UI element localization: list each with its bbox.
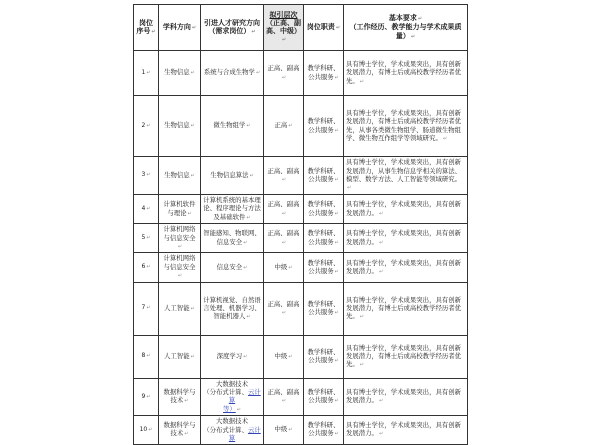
cell-no [134,96,159,157]
cell-direction [201,335,264,378]
para-mark-icon: ↵ [334,127,339,134]
table-row [134,96,468,157]
row-direction: 计算机系统的基本理论、程序理论与方法及基础软件 [203,196,261,221]
row-discipline: 生物信息 [164,170,190,179]
para-mark-icon: ↵ [190,123,195,130]
para-mark-icon: ↵ [190,305,195,312]
para-mark-icon: ↵ [378,431,384,438]
table-row [134,195,468,224]
cell-duty [304,378,344,416]
row-discipline: 计算机网络与信息安全 [163,225,196,242]
para-mark-icon: ↵ [148,426,153,433]
para-mark-icon: ↵ [334,310,339,317]
table-row [134,282,468,335]
cell-requirements [344,416,468,444]
table-row [134,253,468,282]
para-mark-icon: ↵ [288,427,293,434]
para-mark-icon: ↵ [334,239,339,246]
cell-no [134,282,159,335]
para-mark-icon: ↵ [281,74,287,81]
row-direction: 信息安全 [216,262,243,271]
para-mark-icon: ↵ [146,353,151,360]
para-mark-icon: ↵ [359,314,364,321]
header-discipline [159,5,201,51]
row-no: 7 [141,304,146,312]
header-duty [304,5,344,51]
cell-requirements [344,51,468,96]
row-level: 中级 [274,351,288,360]
para-mark-icon: ↵ [378,398,384,405]
row-req: 具有博士学位，学术成果突出，具有创新发展潜力。 [346,420,462,438]
row-duty: 教学科研、公共服务 [307,388,340,405]
cell-requirements [344,378,468,416]
cell-discipline [159,253,201,282]
cell-no [134,195,159,224]
cell-no [134,416,159,444]
para-mark-icon: ↵ [378,269,384,276]
row-duty: 教学科研、公共服务 [307,229,340,246]
para-mark-icon: ↵ [288,264,293,271]
cell-level [264,378,304,416]
para-mark-icon: ↵ [184,398,189,405]
cell-duty [304,282,344,335]
row-direction: 深度学习 [216,351,243,360]
table-row [134,51,468,96]
row-duty: 教学科研、公共服务 [307,117,340,134]
table-row [134,378,468,416]
cell-direction [201,195,264,224]
row-req: 具有博士学位，学术成果突出，具有创新发展潜力，有博士后或高校教学经历者优先，从事各类微生物组学、肠道微生物组学、微生物互作组学等领域研究。 [346,108,462,142]
cell-no [134,378,159,416]
row-no: 8 [141,352,146,360]
para-mark-icon: ↵ [243,264,248,271]
para-mark-icon: ↵ [243,239,248,246]
para-mark-icon: ↵ [334,74,339,81]
row-no: 1 [141,68,146,76]
cell-direction [201,51,264,96]
row-direction: 系统与合成生物学 [203,68,255,77]
para-mark-icon: ↵ [359,362,364,369]
para-mark-icon: ↵ [417,16,423,23]
header-duty-text: 岗位职责 [306,22,335,31]
table-row [134,335,468,378]
row-direction-sub: （分布式计算、 [203,425,248,434]
cell-requirements [344,157,468,195]
row-discipline: 数据科学与技术 [163,388,196,405]
cell-duty [304,195,344,224]
para-mark-icon: ↵ [146,69,151,76]
row-req: 具有博士学位，学术成果突出，具有创新发展潜力。 [346,388,462,405]
cell-duty [304,253,344,282]
row-direction-tail[interactable]: 等） [223,404,236,413]
cell-discipline [159,378,201,416]
para-mark-icon: ↵ [281,239,287,246]
cell-no [134,253,159,282]
table-row [134,416,468,444]
para-mark-icon: ↵ [255,70,261,77]
cell-level [264,416,304,444]
cell-discipline [159,224,201,253]
cell-direction [201,96,264,157]
para-mark-icon: ↵ [146,305,151,312]
row-req: 具有博士学位，学术成果突出，具有创新发展潜力。 [346,200,462,217]
para-mark-icon: ↵ [177,273,183,280]
row-no: 4 [141,204,146,212]
cell-requirements [344,195,468,224]
para-mark-icon: ↵ [151,29,156,35]
cell-level [264,253,304,282]
para-mark-icon: ↵ [378,210,384,217]
cell-level [264,157,304,195]
table-row [134,157,468,195]
para-mark-icon: ↵ [251,29,256,35]
cloud-computing-link[interactable]: 云计算 [228,425,261,443]
cell-discipline [159,195,201,224]
cell-duty [304,51,344,96]
para-mark-icon: ↵ [246,214,251,221]
cell-duty [304,157,344,195]
row-level: 正高、副高 [267,64,300,73]
row-level: 正高、副高 [267,229,300,238]
cell-duty [304,96,344,157]
para-mark-icon: ↵ [281,177,287,183]
cell-duty [304,416,344,444]
row-direction: 智能感知、物联网、信息安全 [203,229,261,246]
row-duty: 教学科研、公共服务 [307,200,340,217]
para-mark-icon: ↵ [177,244,183,251]
cell-no [134,51,159,96]
header-req-line2: （工作经历、教学能力与学术成果质量） [349,23,462,40]
header-direction-text: 引进人才研究方向（需求岗位） [204,18,260,35]
para-mark-icon: ↵ [236,406,241,413]
para-mark-icon: ↵ [187,210,192,217]
row-level: 正高、副高 [267,388,300,397]
cell-direction [201,224,264,253]
para-mark-icon: ↵ [281,37,287,44]
row-direction-sub: （分布式计算、 [203,388,248,397]
para-mark-icon: ↵ [146,235,151,242]
cell-requirements [344,224,468,253]
row-duty: 教学科研、公共服务 [307,299,340,317]
cell-no [134,224,159,253]
para-mark-icon: ↵ [246,123,251,130]
header-level [264,5,304,51]
para-mark-icon: ↵ [146,205,151,212]
row-no: 2 [141,121,146,129]
cell-requirements [344,253,468,282]
header-req-line1: 基本要求 [388,14,417,23]
row-discipline: 人工智能 [164,351,190,360]
para-mark-icon: ↵ [281,210,287,217]
para-mark-icon: ↵ [246,314,251,321]
cell-level [264,96,304,157]
cell-no [134,157,159,195]
cell-discipline [159,282,201,335]
row-level: 正高、副高 [267,166,300,175]
para-mark-icon: ↵ [288,353,293,360]
row-duty: 教学科研、公共服务 [307,64,340,81]
recruitment-table [133,4,468,445]
row-direction: 微生物组学 [213,121,246,130]
cloud-computing-link[interactable]: 云计算 [228,388,261,405]
cell-direction [201,282,264,335]
cell-level [264,282,304,335]
para-mark-icon: ↵ [334,269,339,276]
para-mark-icon: ↵ [334,431,339,438]
row-req: 具有博士学位，学术成果突出，具有创新发展潜力，从事生物信息学相关的算法、模型、数学方法、人工智能等领域研究。 [346,158,462,183]
row-direction-main: 大数据技术 [216,417,248,426]
row-discipline: 计算机软件与理论 [163,200,196,217]
header-level-top: 拟引层次 [269,10,298,19]
para-mark-icon: ↵ [190,353,195,360]
para-mark-icon: ↵ [191,24,197,31]
row-level: 正高、副高 [267,200,300,209]
cell-duty [304,335,344,378]
para-mark-icon: ↵ [249,172,254,179]
para-mark-icon: ↵ [335,24,341,31]
row-discipline: 计算机网络与信息安全 [163,254,196,271]
row-discipline: 数据科学与技术 [163,420,196,438]
para-mark-icon: ↵ [184,431,189,438]
cell-level [264,335,304,378]
header-level-bottom: （正高、副高、中级） [266,18,301,35]
row-no: 10 [139,425,148,433]
cell-discipline [159,51,201,96]
row-direction: 生物信息算法 [210,170,249,179]
para-mark-icon: ↵ [281,310,287,317]
cell-direction [201,378,264,416]
para-mark-icon: ↵ [243,353,248,360]
para-mark-icon: ↵ [146,264,151,271]
row-req: 具有博士学位，学术成果突出，具有创新发展潜力，有博士后或高校教学经历者优先。 [346,295,462,321]
row-duty: 教学科研、公共服务 [307,166,340,183]
para-mark-icon: ↵ [378,239,384,246]
para-mark-icon: ↵ [410,33,416,40]
para-mark-icon: ↵ [442,135,448,142]
row-direction-main: 大数据技术 [216,379,248,388]
cell-direction [201,253,264,282]
row-duty: 教学科研、公共服务 [307,420,340,438]
row-discipline: 生物信息 [164,121,190,130]
row-level: 中级 [274,425,288,434]
row-direction: 计算机视觉、自然语言处理、机器学习、智能机器人 [203,295,261,321]
cell-requirements [344,96,468,157]
cell-discipline [159,96,201,157]
row-no: 5 [141,234,146,242]
para-mark-icon: ↵ [334,358,339,365]
cell-level [264,224,304,253]
cell-discipline [159,416,201,444]
row-duty: 教学科研、公共服务 [307,258,340,276]
header-discipline-text: 学科方向 [162,22,191,31]
cell-discipline [159,157,201,195]
row-level: 正高 [274,121,288,130]
header-no [134,5,159,51]
para-mark-icon: ↵ [334,210,339,217]
row-req: 具有博士学位，学术成果突出，具有创新发展潜力，有博士后或高校教学经历者优先。 [346,59,462,85]
para-mark-icon: ↵ [190,70,195,77]
para-mark-icon: ↵ [146,122,151,129]
para-mark-icon: ↵ [334,177,339,183]
cell-level [264,195,304,224]
cell-direction [201,416,264,444]
table-row [134,224,468,253]
row-level: 正高、副高 [267,299,300,308]
header-direction [201,5,264,51]
row-no: 9 [141,392,146,400]
row-no: 6 [141,263,146,271]
cell-direction [201,157,264,195]
header-no-text: 岗位 序号 [136,18,153,35]
para-mark-icon: ↵ [146,393,151,400]
para-mark-icon: ↵ [334,398,339,405]
row-duty: 教学科研、公共服务 [307,347,340,365]
row-req: 具有博士学位，学术成果突出，具有创新发展潜力。 [346,258,462,276]
para-mark-icon: ↵ [146,172,151,179]
cell-discipline [159,335,201,378]
row-req: 具有博士学位，学术成果突出，具有创新发展潜力。 [346,229,462,246]
para-mark-icon: ↵ [359,78,364,85]
row-level: 中级 [274,262,288,271]
para-mark-icon: ↵ [281,398,287,405]
row-discipline: 人工智能 [164,303,190,312]
row-req: 具有博士学位，学术成果突出，具有创新发展潜力，有博士后或高校教学经历者优先。 [346,343,462,369]
table-header-row [134,5,468,51]
para-mark-icon: ↵ [347,185,352,192]
para-mark-icon: ↵ [288,123,293,130]
cell-duty [304,224,344,253]
row-no: 3 [141,171,146,179]
cell-requirements [344,282,468,335]
row-discipline: 生物信息 [164,68,190,77]
cell-requirements [344,335,468,378]
header-requirements [344,5,468,51]
cell-no [134,335,159,378]
cell-level [264,51,304,96]
para-mark-icon: ↵ [190,172,195,179]
